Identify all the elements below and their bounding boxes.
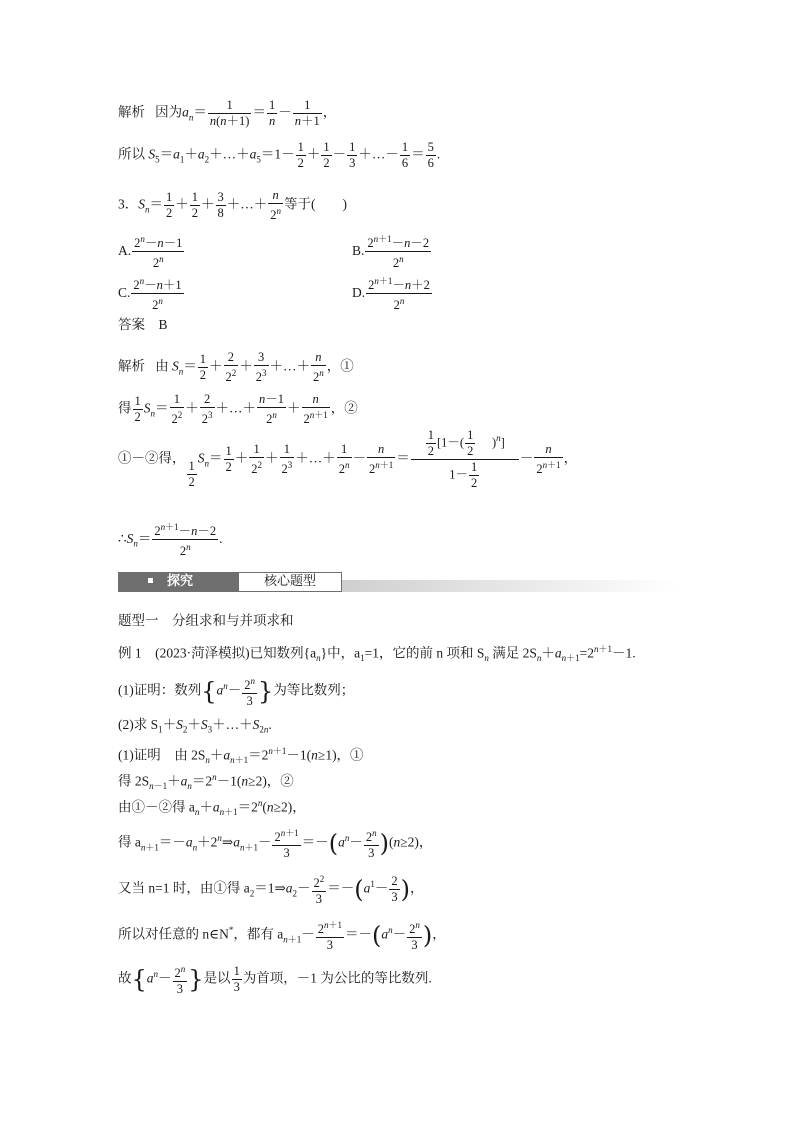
text: 得 2S	[118, 773, 150, 789]
proof-line-7: 故{$a^n-$ $\frac{2^n}{3}$ }是以 $\frac{1}{3}$ 为首项，－1 为公比的等比数列.	[118, 964, 432, 997]
proof-line-3: 由①－②得 $a_n+a_{n+1}=2^n(n\ge 2)$，	[118, 798, 306, 818]
text: ①－②得，	[118, 450, 186, 466]
text: }中，a	[320, 645, 361, 661]
section-title: 核心题型	[238, 572, 342, 592]
text: 例 1 (2023·菏泽模拟)已知数列{a	[118, 645, 317, 661]
option-label: D.	[352, 284, 366, 300]
section-rule	[342, 580, 678, 592]
proof-line-2: 得 $2S_{n-1}+a_n=2^n-1(n\ge 2)$，②	[118, 772, 294, 792]
section-header	[118, 572, 678, 592]
text: 为首项，－1 为公比的等比数列.	[242, 970, 432, 986]
question-2: (2)求 $S_1+S_2+S_3+\dots+S_{2n}$.	[118, 717, 272, 735]
proof-line-4: 得 $a_{n+1}=-a_n+2^n\Rightarrow a_{n+1}-$ $\frac{2^{n+1}}{3}$ $=-(a^n-$ $\frac{2^n}{3}$ )(n≥2)，	[118, 828, 433, 861]
section-tag-text: 探究	[167, 574, 194, 589]
text: =1，它的前 n 项和 S	[364, 645, 485, 661]
text: 是以	[203, 970, 231, 986]
text: 得	[118, 400, 132, 416]
text: 因为	[155, 104, 183, 120]
solution-line-8: $\therefore S_n=$ $\frac{2^{n+1}-n-2}{2^n}$ .	[118, 522, 223, 559]
text: 得 a	[118, 834, 141, 850]
text: 所以	[118, 146, 145, 162]
text: ，①	[326, 358, 354, 374]
text: －1.	[612, 645, 636, 661]
problem-3: 3．$S_n=$ $\frac{1}{2}$ ＋ $\frac{1}{2}$ ＋ $\frac{3}{8}$ ＋…＋ $\frac{n}{2^n}$ 等于( )	[118, 188, 347, 223]
text: =2	[579, 645, 594, 661]
square-icon	[148, 578, 153, 583]
text: (2)求 S	[118, 717, 159, 732]
section-tag	[118, 572, 238, 592]
option-c: C. $\frac{2^n-n+1}{2^n}$	[118, 276, 182, 313]
option-b: B. $\frac{2^{n+1}-n-2}{2^n}$	[352, 234, 430, 271]
text: 所以对任意的 n∈N	[118, 926, 229, 942]
problem-number: 3．	[118, 196, 139, 212]
text: 由	[155, 358, 169, 374]
solution-line-2: 所以 $S_5=a_1+a_2+\dots+a_5=1-$ $\frac{1}{2}$ ＋ $\frac{1}{2}$ － $\frac{1}{3}$ ＋…－ $\frac{1}{6}$ ＝ $\frac{5}{6}$ .	[118, 140, 441, 170]
text: 为等比数列；	[273, 682, 355, 698]
proof-line-6: 所以对任意的 n∈N*，都有 $a_{n+1}-$ $\frac{2^{n+1}}{3}$ $=-(a^n-$ $\frac{2^n}{3}$ )，	[118, 920, 446, 953]
proof-line-5: 又当 n=1 时，由①得 $a_2=1\Rightarrow a_2-$ $\frac{2^2}{3}$ $=-(a^1-$ $\frac{2}{3}$ )，	[118, 874, 424, 907]
text: 由①－②得 a	[118, 799, 195, 815]
solution-line-1: 解析 因为$a_n=$ $\frac{1}{n(n+1)}$ ＝ $\frac{1}{n}$ － $\frac{1}{n+1}$ ，	[118, 98, 337, 128]
proof-line-1: (1)证明 由 $2S_n+a_{n+1}=2^{n+1}-1(n\ge 1)$，①	[118, 746, 364, 766]
solution-label: 解析	[118, 104, 145, 120]
text: ∴	[118, 530, 127, 546]
text: 等于( )	[284, 196, 347, 212]
text: (1)证明 由 2S	[118, 747, 206, 763]
option-a: A. $\frac{2^n-n-1}{2^n}$	[118, 234, 183, 271]
solution-line-5: 解析 由 $S_n=$ $\frac{1}{2}$ ＋ $\frac{2}{2^2}$ ＋ $\frac{3}{2^3}$ ＋…＋ $\frac{n}{2^n}$ ，①	[118, 350, 354, 385]
text: 故	[118, 970, 132, 986]
solution-line-7: ①－②得， $\frac{1}{2}$ $S_n=$ $\frac{1}{2}$ ＋ $\frac{1}{2^2}$ ＋ $\frac{1}{2^3}$ ＋…＋ $\frac{1}{2^n}$ － $\frac{n}{2^{n+1}}$ ＝ $\frac{1}{2}$ [1－( $\frac{1}{2}$ )$^n$] 1－ $\frac{1}{2}$ － $\frac{n}{2^{n+1}}$ ，	[118, 428, 578, 490]
question-1: (1)证明：数列{$a^n-$ $\frac{2^n}{3}$ }为等比数列；	[118, 676, 355, 709]
option-label: A.	[118, 242, 132, 258]
text: ，都有 a	[233, 926, 284, 942]
answer: 答案 B	[118, 317, 168, 332]
option-label: B.	[352, 242, 365, 258]
option-label: C.	[118, 284, 131, 300]
option-d: D. $\frac{2^{n+1}-n+2}{2^n}$	[352, 276, 430, 313]
solution-line-6: 得 $\frac{1}{2}$ $S_n=$ $\frac{1}{2^2}$ ＋ $\frac{2}{2^3}$ ＋…＋ $\frac{n-1}{2^n}$ ＋ $\frac{n}{2^{n+1}}$ ，②	[118, 392, 358, 427]
example-1: 例 1 (2023·菏泽模拟)已知数列$\{a_n\}$中，$a_1=1$，它的前 n 项和 $S_n$ 满足 $2S_n+a_{n+1}=2^{n+1}-1$.	[118, 644, 636, 664]
text: ，②	[330, 400, 358, 416]
text: 又当 n=1 时，由①得 a	[118, 880, 250, 896]
text: 满足 2S	[488, 645, 537, 661]
solution-label: 解析	[118, 358, 145, 374]
punct: ，	[322, 104, 337, 120]
text: (1)证明：数列	[118, 682, 202, 698]
type-title: 题型一 分组求和与并项求和	[118, 613, 294, 628]
